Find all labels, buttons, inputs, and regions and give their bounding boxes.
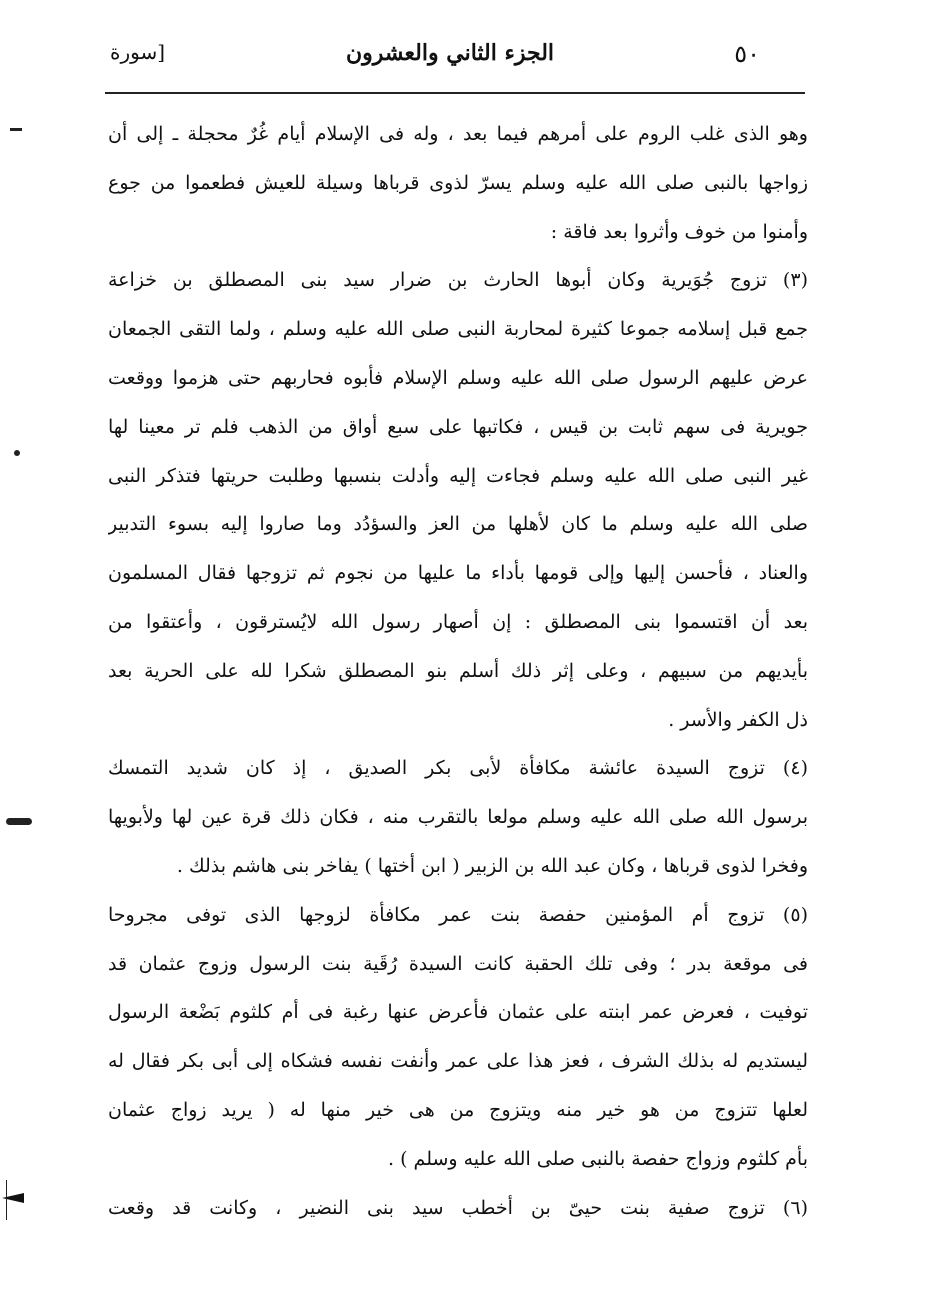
- text-line-19: توفيت ، فعرض عمر ابنته على عثمان فأعرض عنها رغبة فى أم كلثوم بَضْعة الرسول: [108, 1001, 808, 1024]
- text-line-3: وأمنوا من خوف وأثروا بعد فاقة :: [550, 220, 808, 243]
- text-line-18: فى موقعة بدر ؛ وفى تلك الحقبة كانت السيدة رُقَية بنت الرسول وزوج عثمان قد: [108, 952, 808, 975]
- running-title: الجزء الثاني والعشرون: [345, 40, 555, 66]
- page-number: ٥٠: [734, 40, 760, 68]
- header-rule: [105, 92, 805, 94]
- text-line-20: ليستديم له بذلك الشرف ، فعز هذا على عمر وأنفت نفسه فشكاه إلى أبى بكر فقال له: [108, 1050, 808, 1073]
- text-line-11: بعد أن اقتسموا بنى المصطلق : إن أصهار رسول الله لايُسترقون ، وأعتقوا من: [108, 610, 808, 633]
- surah-label: [سورة: [110, 40, 166, 64]
- text-line-14: (٤) تزوج السيدة عائشة مكافأة لأبى بكر الصديق ، إذ كان شديد التمسك: [108, 757, 808, 780]
- text-line-13: ذل الكفر والأسر .: [668, 708, 808, 731]
- margin-speck: [14, 450, 20, 456]
- text-line-6: عرض عليهم الرسول صلى الله عليه وسلم الإسلام فأبوه فحاربهم حتى هزموا ووقعت: [108, 366, 808, 389]
- text-line-15: برسول الله صلى الله عليه وسلم مولعا بالتقرب منه ، فكان ذلك قرة عين لها ولأبويها: [108, 806, 808, 829]
- margin-speck: [10, 128, 22, 131]
- text-line-8: غير النبى صلى الله عليه وسلم فجاءت إليه وأدلت بنسبها وطلبت حريتها فتذكر النبى: [108, 464, 808, 487]
- text-line-23: (٦) تزوج صفية بنت حيىّ بن أخطب سيد بنى النضير ، وكانت قد وقعت: [108, 1196, 808, 1219]
- text-line-22: بأم كلثوم وزواج حفصة بالنبى صلى الله عليه وسلم ) .: [388, 1147, 808, 1170]
- text-line-4: (٣) تزوج جُوَيرية وكان أبوها الحارث بن ضرار سيد بنى المصطلق بن خزاعة: [108, 269, 808, 292]
- text-line-2: زواجها بالنبى صلى الله عليه وسلم يسرّ لذوى قرباها وسيلة للعيش فطعموا من جوع: [108, 171, 808, 194]
- margin-blot: [6, 818, 32, 825]
- text-line-5: جمع قبل إسلامه جموعا كثيرة لمحاربة النبى صلى الله عليه وسلم ، ولما التقى الجمعان: [108, 318, 808, 341]
- body-text: [108, 110, 808, 1232]
- text-line-7: جويرية فى سهم ثابت بن قيس ، فكاتبها على سبع أواق من الذهب فلم تر معينا لها: [108, 415, 808, 438]
- text-line-10: والعناد ، فأحسن إليها وإلى قومها بأداء ما عليها من نجوم ثم تزوجها فقال المسلمون: [108, 562, 808, 585]
- margin-line: [6, 1180, 7, 1220]
- text-line-12: بأيديهم من سبيهم ، وعلى إثر ذلك أسلم بنو المصطلق شكرا لله على الحرية بعد: [108, 659, 808, 682]
- text-line-16: وفخرا لذوى قرباها ، وكان عبد الله بن الزبير ( ابن أختها ) يفاخر بنى هاشم بذلك .: [176, 854, 808, 877]
- text-line-1: وهو الذى غلب الروم على أمرهم فيما بعد ، وله فى الإسلام أيام غُرٌ محجلة ـ إلى أن: [108, 123, 808, 145]
- text-line-17: (٥) تزوج أم المؤمنين حفصة بنت عمر مكافأة لزوجها الذى توفى مجروحا: [108, 903, 808, 926]
- page-header: [100, 34, 800, 82]
- text-line-21: لعلها تتزوج من هو خير منه ويتزوج من هى خير منها له ( يريد زواج عثمان: [108, 1098, 808, 1121]
- text-line-9: صلى الله عليه وسلم ما كان لأهلها من العز والسؤدُد وما صاروا إليه بسوء التدبير: [108, 513, 808, 536]
